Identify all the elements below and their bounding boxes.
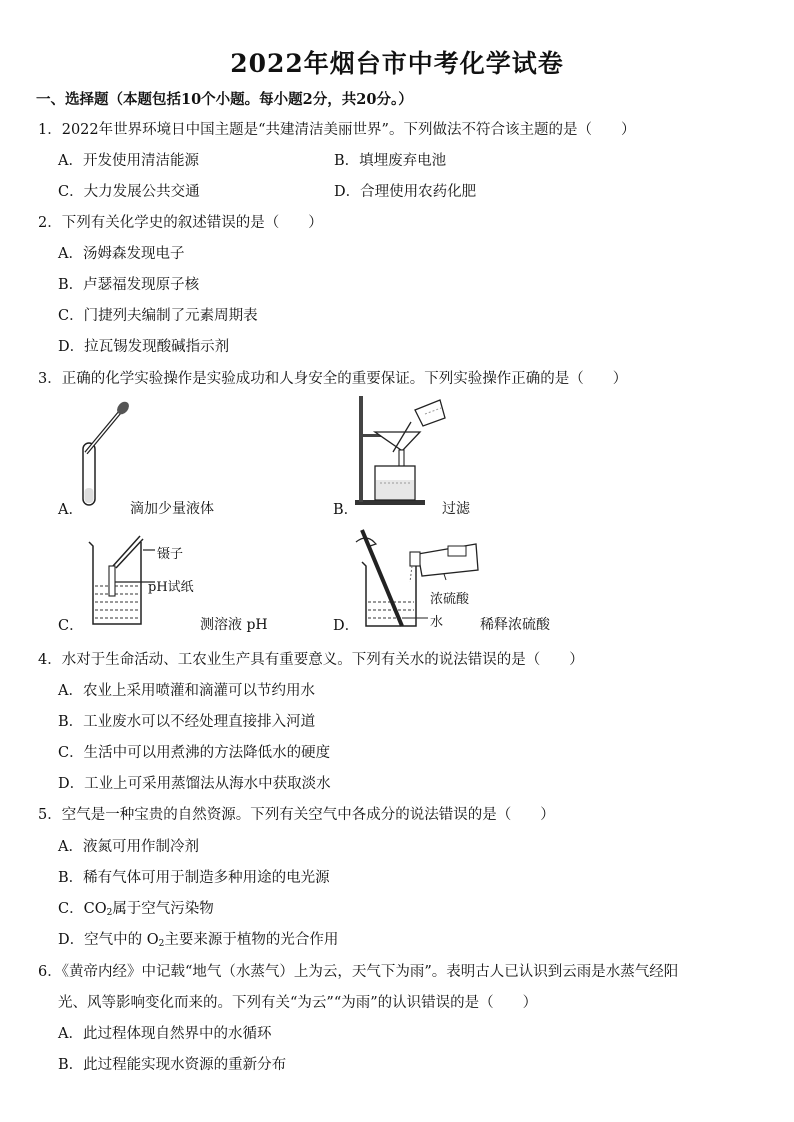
o2-prefix: D．空气中的 O: [58, 932, 159, 948]
question-1-stem: 1．2022年世界环境日中国主题是“共建清洁美丽世界”。下列做法不符合该主题的是（ ）: [38, 122, 636, 138]
filtration-figure: [345, 392, 465, 507]
question-6-option-a[interactable]: A．此过程体现自然界中的水循环: [58, 1026, 272, 1042]
o2-subscript: 2: [158, 939, 165, 949]
question-4-option-b[interactable]: B．工业废水可以不经处理直接排入河道: [58, 714, 316, 730]
question-4-stem: 4．水对于生命活动、工农业生产具有重要意义。下列有关水的说法错误的是（ ）: [38, 652, 584, 668]
question-1-option-d[interactable]: D．合理使用农药化肥: [334, 184, 477, 200]
dropper-test-tube-figure: [70, 398, 140, 513]
question-1-option-b[interactable]: B．填埋废弃电池: [334, 153, 447, 169]
question-3-option-a-letter[interactable]: A．: [58, 502, 83, 518]
question-5-stem: 5．空气是一种宝贵的自然资源。下列有关空气中各成分的说法错误的是（ ）: [38, 807, 555, 823]
question-3-option-a-caption: 滴加少量液体: [130, 501, 214, 517]
water-label: 水: [430, 615, 444, 630]
question-3-option-d-caption: 稀释浓硫酸: [480, 617, 550, 633]
question-2-option-d[interactable]: D．拉瓦锡发现酸碱指示剂: [58, 339, 230, 355]
question-6-option-b[interactable]: B．此过程能实现水资源的重新分布: [58, 1057, 287, 1073]
question-2-option-a[interactable]: A．汤姆森发现电子: [58, 246, 185, 262]
question-6-stem-line-2: 光、风等影响变化而来的。下列有关“为云”“为雨”的认识错误的是（ ）: [58, 995, 538, 1011]
question-6-stem-line-1: 6．《黄帝内经》中记载“地气（水蒸气）上为云，天气下为雨”。表明古人已认识到云雨是水蒸气经阳: [38, 964, 679, 980]
tweezers-label: 镊子: [157, 547, 184, 562]
dilution-figure: [352, 522, 482, 632]
question-3-option-b-letter[interactable]: B．: [333, 502, 359, 518]
question-5-option-a[interactable]: A．液氮可用作制冷剂: [58, 839, 199, 855]
co2-prefix: C．CO: [58, 901, 107, 917]
question-5-option-c[interactable]: [58, 897, 214, 918]
question-1-option-a[interactable]: A．开发使用清洁能源: [58, 153, 199, 169]
question-3-option-c-caption: 测溶液 pH: [200, 617, 268, 633]
concentrated-acid-label: 浓硫酸: [430, 592, 470, 607]
question-3-stem: 3．正确的化学实验操作是实验成功和人身安全的重要保证。下列实验操作正确的是（ ）: [38, 371, 628, 387]
question-5-option-b[interactable]: B．稀有气体可用于制造多种用途的电光源: [58, 870, 330, 886]
question-4-option-d[interactable]: D．工业上可采用蒸馏法从海水中获取淡水: [58, 776, 331, 792]
question-3-option-b-caption: 过滤: [442, 501, 470, 517]
question-3-option-c-letter[interactable]: C．: [58, 618, 84, 634]
question-2-option-b[interactable]: B．卢瑟福发现原子核: [58, 277, 200, 293]
question-2-option-c[interactable]: C．门捷列夫编制了元素周期表: [58, 308, 258, 324]
question-5-option-d[interactable]: [58, 928, 338, 949]
question-4-option-c[interactable]: C．生活中可以用煮沸的方法降低水的硬度: [58, 745, 331, 761]
o2-suffix: 主要来源于植物的光合作用: [164, 932, 339, 948]
co2-suffix: 属于空气污染物: [112, 901, 214, 917]
co2-subscript: 2: [106, 908, 113, 918]
question-1-option-c[interactable]: C．大力发展公共交通: [58, 184, 200, 200]
section-heading: 一、选择题（本题包括10个小题。每小题2分，共20分。）: [36, 91, 413, 108]
question-3-option-d-letter[interactable]: D．: [333, 618, 360, 634]
ph-paper-label: pH试纸: [148, 580, 194, 595]
question-2-stem: 2．下列有关化学史的叙述错误的是（ ）: [38, 215, 323, 231]
exam-title: 2022年烟台市中考化学试卷: [230, 49, 564, 78]
question-4-option-a[interactable]: A．农业上采用喷灌和滴灌可以节约用水: [58, 683, 315, 699]
